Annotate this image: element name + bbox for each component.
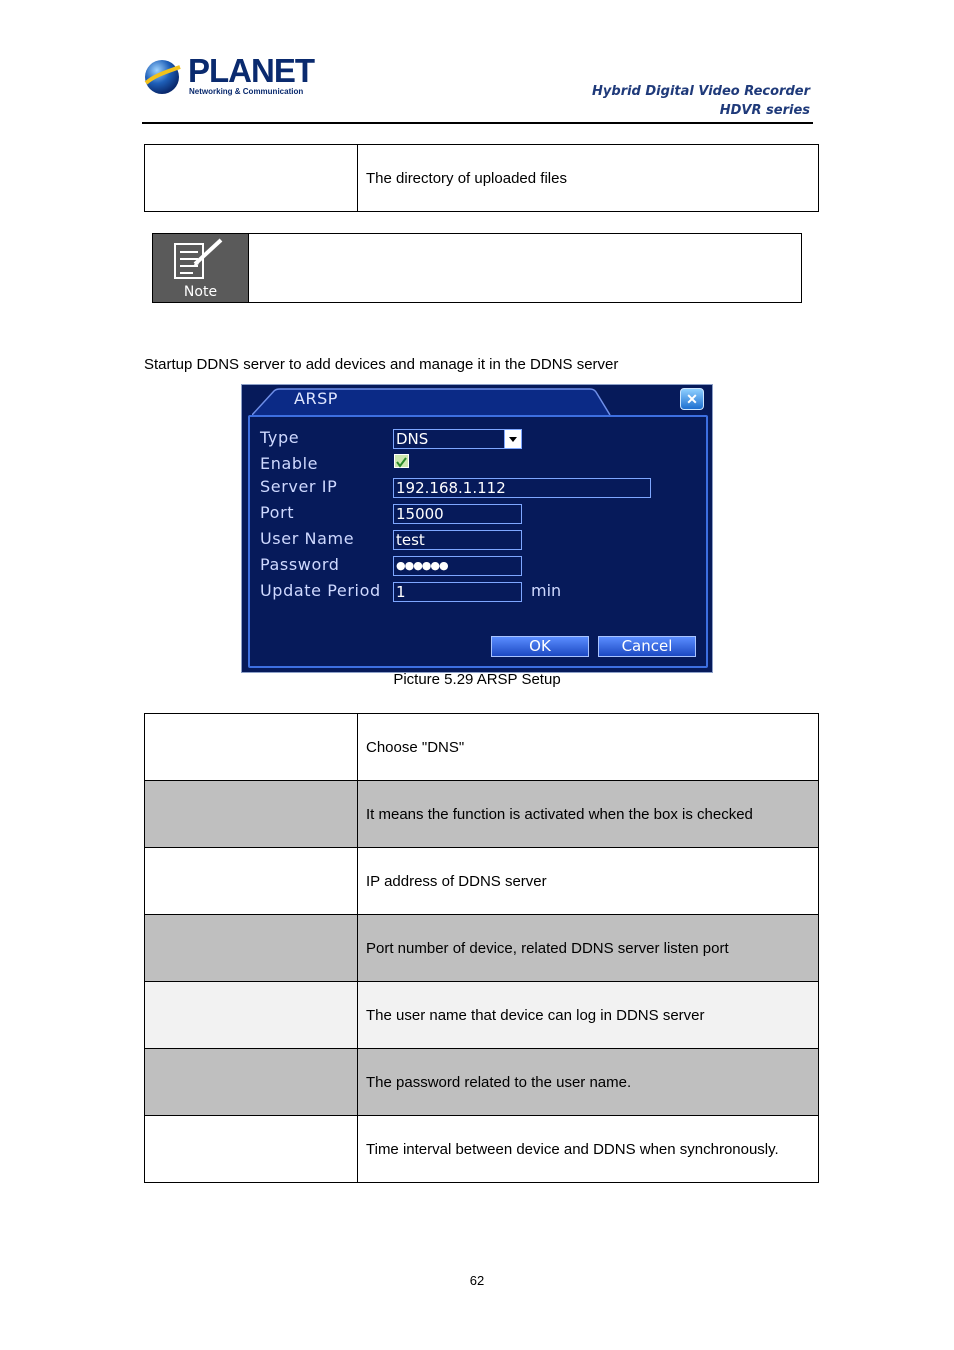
table-value-cell: Port number of device, related DDNS server listen port <box>358 915 819 982</box>
table-value-cell: The user name that device can log in DDNS server <box>358 982 819 1049</box>
table-key-cell <box>145 145 358 212</box>
update-period-label: Update Period <box>260 581 381 600</box>
enable-label: Enable <box>260 454 319 473</box>
password-label: Password <box>260 555 340 574</box>
table-row <box>145 982 819 1049</box>
table-row <box>145 781 819 848</box>
table-key-cell <box>145 982 358 1049</box>
port-input[interactable]: 15000 <box>393 504 522 524</box>
document-title-line2: HDVR series <box>719 103 810 118</box>
table-key-cell <box>145 714 358 781</box>
table-key-cell <box>145 781 358 848</box>
update-period-unit: min <box>531 581 562 600</box>
table-value-cell: Choose "DNS" <box>358 714 819 781</box>
server-ip-label: Server IP <box>260 477 338 496</box>
table-value-cell: IP address of DDNS server <box>358 848 819 915</box>
ok-button[interactable]: OK <box>491 636 589 657</box>
user-name-label: User Name <box>260 529 355 548</box>
table-row <box>145 848 819 915</box>
password-input[interactable]: ●●●●●● <box>393 556 522 576</box>
header-divider <box>142 122 813 124</box>
globe-icon <box>143 57 181 95</box>
close-icon[interactable]: ✕ <box>680 388 704 410</box>
note-box <box>152 233 802 303</box>
table-value-cell: It means the function is activated when the box is checked <box>358 781 819 848</box>
table-key-cell <box>145 1049 358 1116</box>
logo-wordmark: PLANET <box>188 52 314 89</box>
upload-directory-table <box>144 144 819 212</box>
document-title-line1: Hybrid Digital Video Recorder <box>592 84 810 99</box>
table-key-cell <box>145 848 358 915</box>
type-label: Type <box>260 428 300 447</box>
parameter-table <box>144 713 819 1183</box>
table-row <box>145 145 819 212</box>
logo-tagline: Networking & Communication <box>189 87 304 96</box>
planet-logo <box>143 52 314 100</box>
dialog-title: ARSP <box>294 389 338 408</box>
table-value-cell: The password related to the user name. <box>358 1049 819 1116</box>
table-key-cell <box>145 915 358 982</box>
port-label: Port <box>260 503 295 522</box>
note-icon <box>153 234 249 302</box>
document-title <box>592 82 810 120</box>
type-select[interactable] <box>393 429 522 449</box>
cancel-button[interactable]: Cancel <box>598 636 696 657</box>
user-name-input[interactable]: test <box>393 530 522 550</box>
table-row <box>145 915 819 982</box>
table-value-cell: Time interval between device and DDNS when synchronously. <box>358 1116 819 1183</box>
intro-paragraph: Startup DDNS server to add devices and manage it in the DDNS server <box>144 356 619 373</box>
table-row <box>145 1116 819 1183</box>
enable-checkbox[interactable] <box>394 454 409 468</box>
table-key-cell <box>145 1116 358 1183</box>
chevron-down-icon[interactable] <box>504 430 521 448</box>
figure-caption: Picture 5.29 ARSP Setup <box>393 671 561 688</box>
server-ip-input[interactable]: 192.168.1.112 <box>393 478 651 498</box>
update-period-input[interactable]: 1 <box>393 582 522 602</box>
notepad-pen-icon <box>153 234 248 284</box>
checkmark-icon <box>395 456 408 468</box>
page-number: 62 <box>469 1273 485 1288</box>
table-row <box>145 1049 819 1116</box>
note-icon-label: Note <box>183 284 218 300</box>
table-row <box>145 714 819 781</box>
table-value-cell: The directory of uploaded files <box>358 145 819 212</box>
type-select-value: DNS <box>396 430 429 448</box>
